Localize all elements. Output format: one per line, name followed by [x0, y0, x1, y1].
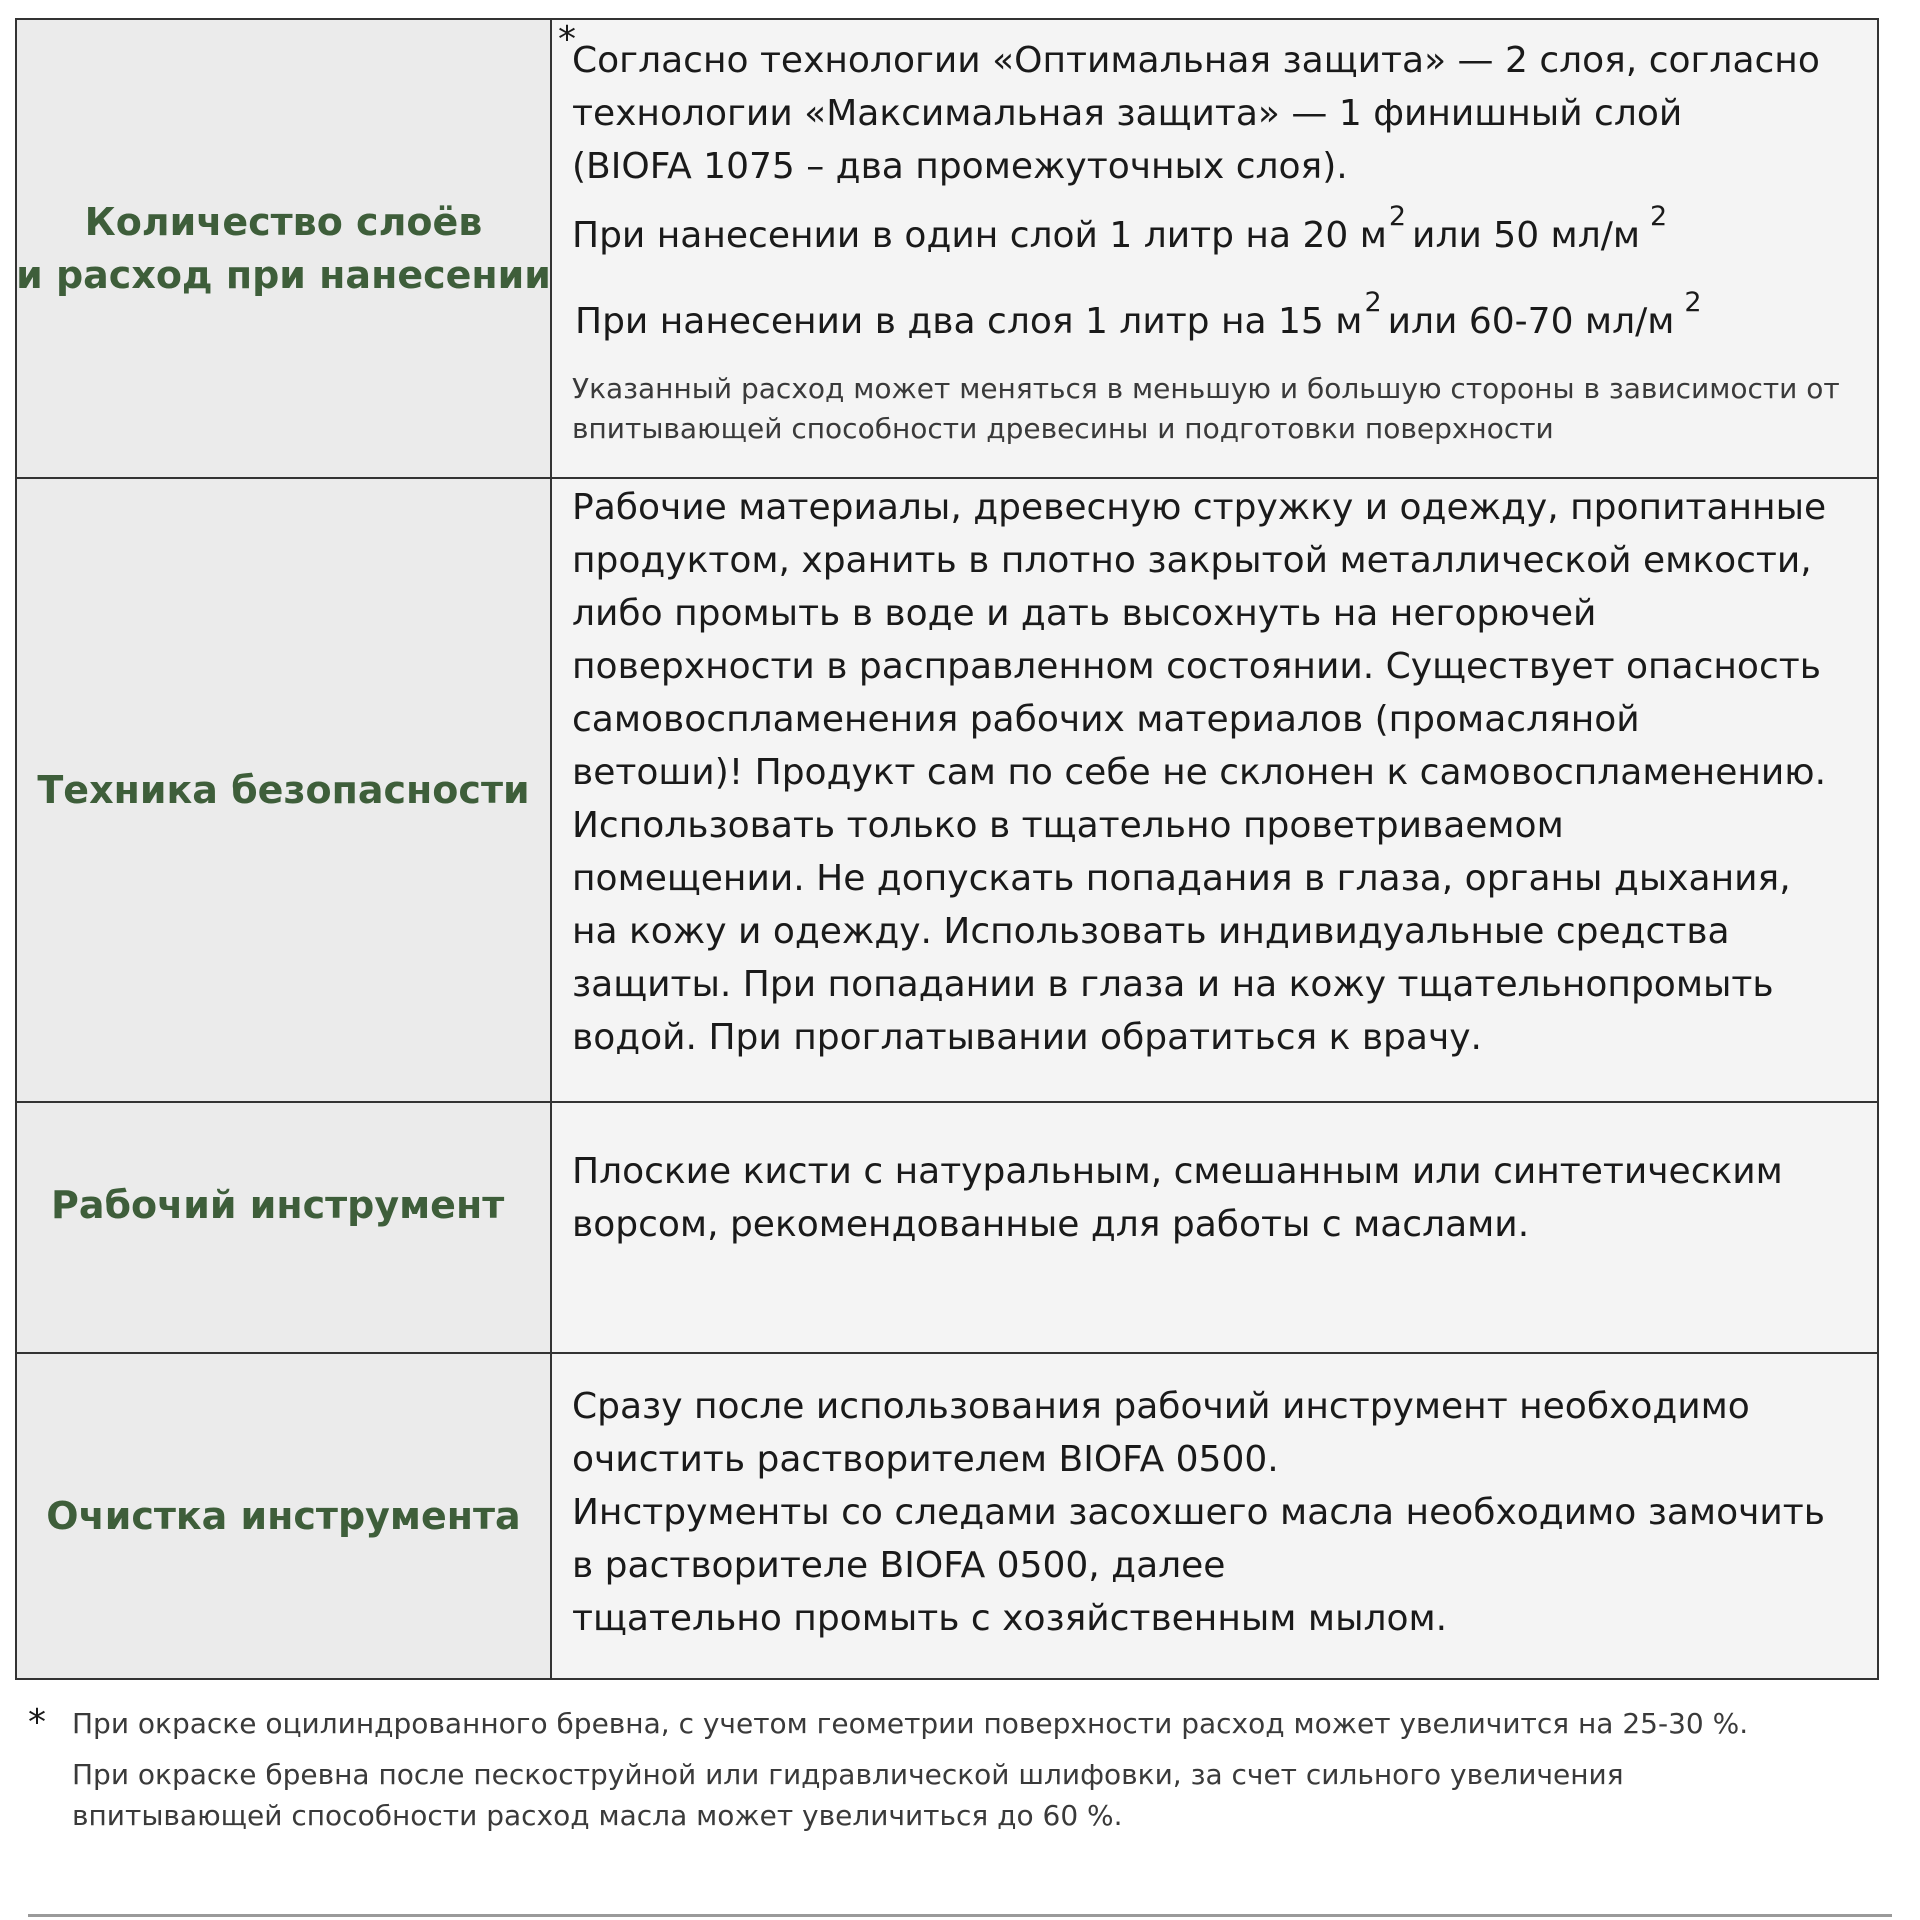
- row-tools: [17, 1103, 1877, 1354]
- row-value-cell: [552, 1103, 1877, 1352]
- text-line: защиты. При попадании в глаза и на кожу тщательнопромыть: [572, 964, 1774, 1005]
- text-line: самовоспламенения рабочих материалов (промасляной: [572, 699, 1640, 740]
- footnote-star: *: [28, 1702, 46, 1743]
- footnote-text: [72, 1703, 1748, 1836]
- two-coat-text-2: или 60-70 мл/м: [1387, 301, 1675, 342]
- one-coat-consumption: [572, 201, 1873, 265]
- text-line: Сразу после использования рабочий инструмент необходимо: [572, 1386, 1750, 1427]
- row-label-safety: Техника безопасности: [37, 767, 530, 812]
- superscript: 2: [1684, 287, 1702, 318]
- row-layers-consumption: [17, 20, 1877, 479]
- footnote-line: При окраске бревна после пескоструйной или гидравлической шлифовки, за счет сильного увеличения: [72, 1758, 1624, 1791]
- row-safety: [17, 479, 1877, 1103]
- text-line: ворсом, рекомендованные для работы с маслами.: [572, 1204, 1530, 1245]
- row-label-tools: Рабочий инструмент: [51, 1183, 505, 1227]
- text-line: Рабочие материалы, древесную стружку и одежду, пропитанные: [572, 487, 1827, 528]
- row-label-layers: [16, 196, 551, 302]
- footnote-line: впитывающей способности расход масла может увеличиться до 60 %.: [72, 1799, 1123, 1832]
- text-line: тщательно промыть с хозяйственным мылом.: [572, 1598, 1448, 1639]
- row-value-cell: [552, 1354, 1877, 1678]
- row-label-cell: [17, 479, 552, 1101]
- one-coat-text: При нанесении в один слой 1 литр на 20 м: [572, 215, 1387, 256]
- two-coat-consumption: [572, 287, 1873, 351]
- text-line: (BIOFA 1075 – два промежуточных слоя).: [572, 146, 1348, 187]
- text-line: очистить растворителем BIOFA 0500.: [572, 1439, 1279, 1480]
- text-line: продуктом, хранить в плотно закрытой металлической емкости,: [572, 540, 1812, 581]
- row-label-line: Количество слоёв: [84, 199, 483, 244]
- text-line: ветоши)! Продукт сам по себе не склонен к самовоспламенению.: [572, 752, 1827, 793]
- superscript: 2: [1364, 287, 1382, 318]
- note-line: впитывающей способности древесины и подготовки поверхности: [572, 412, 1554, 445]
- note-line: Указанный расход может меняться в меньшую и большую стороны в зависимости от: [572, 372, 1840, 405]
- row-value-cell: [552, 479, 1877, 1101]
- footnote-row: [28, 1703, 1888, 1836]
- text-line: Инструменты со следами засохшего масла необходимо замочить: [572, 1492, 1825, 1533]
- footnotes: [28, 1703, 1888, 1836]
- superscript: 2: [1388, 201, 1407, 232]
- row-label-cell: [17, 20, 552, 477]
- row-value-cell: [552, 20, 1877, 477]
- superscript: 2: [1650, 201, 1668, 232]
- footnote-line: При окраске оцилиндрованного бревна, с учетом геометрии поверхности расход может увеличится на 25-30 %.: [72, 1707, 1749, 1740]
- text-line: Согласно технологии «Оптимальная защита» — 2 слоя, согласно: [572, 40, 1820, 81]
- text-line: помещении. Не допускать попадания в глаза, органы дыхания,: [572, 858, 1791, 899]
- row-label-cell: [17, 1103, 552, 1352]
- text-line: Плоские кисти с натуральным, смешанным или синтетическим: [572, 1151, 1783, 1192]
- text-line: в растворителе BIOFA 0500, далее: [572, 1545, 1226, 1586]
- footnote-marker: *: [558, 19, 576, 60]
- one-coat-text-2: или 50 мл/м: [1412, 215, 1640, 256]
- spec-table: [15, 18, 1879, 1680]
- row-cleaning: [17, 1354, 1877, 1678]
- row-label-cell: [17, 1354, 552, 1678]
- bottom-divider: [28, 1914, 1892, 1917]
- text-line: поверхности в расправленном состоянии. Существует опасность: [572, 646, 1821, 687]
- text-line: Использовать только в тщательно проветриваемом: [572, 805, 1564, 846]
- row-label-cleaning: Очистка инструмента: [46, 1493, 521, 1538]
- text-line: водой. При проглатывании обратиться к врачу.: [572, 1017, 1482, 1058]
- row-label-line: и расход при нанесении: [16, 252, 551, 297]
- consumption-note: [572, 369, 1873, 449]
- text-line: либо промыть в воде и дать высохнуть на негорючей: [572, 593, 1597, 634]
- text-line: технологии «Максимальная защита» — 1 финишный слой: [572, 93, 1683, 134]
- text-line: на кожу и одежду. Использовать индивидуальные средства: [572, 911, 1730, 952]
- two-coat-text: При нанесении в два слоя 1 литр на 15 м: [575, 301, 1363, 342]
